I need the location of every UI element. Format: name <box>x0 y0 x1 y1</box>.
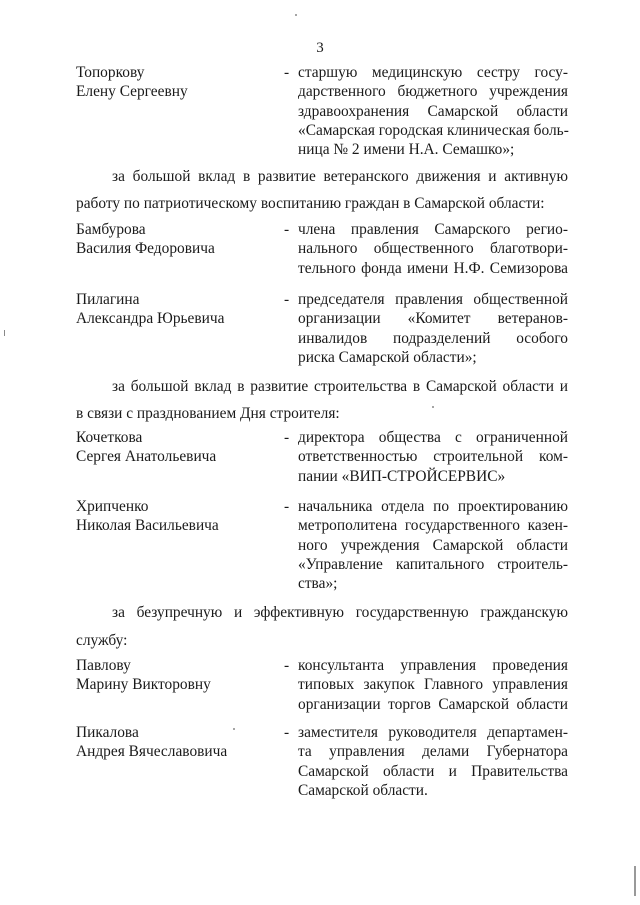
recipient-position <box>298 63 568 159</box>
entry-dash: - <box>284 64 290 81</box>
position-line: старшую медицинскую сестру госу- <box>298 64 568 81</box>
position-line: типовых закупок Главного управления <box>298 676 568 694</box>
position-line: здравоохранения Самарской области <box>298 102 568 120</box>
recipient-surname: Пилагина <box>76 291 140 308</box>
recipient-surname: Топоркову <box>76 64 145 81</box>
position-line: «Управление капитального строитель- <box>298 555 568 573</box>
paragraph-line: работу по патриотическому воспитанию граждан в Самарской области: <box>76 195 545 212</box>
recipient-given-names: Александра Юрьевича <box>76 310 225 328</box>
position-line: риска Самарской области»; <box>298 348 477 366</box>
position-line: Самарской области. <box>298 781 428 799</box>
position-line: инвалидов подразделений особого <box>298 329 568 347</box>
paragraph-line: за большой вклад в развитие строительства в Самарской области и <box>112 378 568 395</box>
entry-dash: - <box>284 657 290 674</box>
recipient-name <box>76 63 276 102</box>
paragraph-line: за большой вклад в развитие ветеранского движения и активную <box>112 168 568 185</box>
position-line: директора общества с ограниченной <box>298 429 568 446</box>
entry-dash: - <box>284 498 290 515</box>
position-line: члена правления Самарского регио- <box>298 221 568 238</box>
entry-dash: - <box>284 291 290 308</box>
scan-speck <box>432 406 434 408</box>
page-number: 3 <box>316 40 324 56</box>
paragraph-line: в связи с празднованием Дня строителя: <box>76 405 340 422</box>
position-line: председателя правления общественной <box>298 291 568 308</box>
recipient-position <box>298 290 568 367</box>
recipient-position <box>298 723 568 800</box>
entry-dash: - <box>284 429 290 446</box>
recipient-given-names: Марину Викторовну <box>76 676 211 694</box>
position-line: ответственностью строительной ком- <box>298 448 568 466</box>
recipient-given-names: Сергея Анатольевича <box>76 448 217 466</box>
recipient-surname: Хрипченко <box>76 498 149 515</box>
position-line: ства»; <box>298 575 338 593</box>
entry-dash: - <box>284 724 290 741</box>
recipient-surname: Пикалова <box>76 724 139 741</box>
recipient-position <box>298 220 568 278</box>
recipient-position <box>298 428 568 486</box>
recipient-position <box>298 497 568 593</box>
recipient-surname: Павлову <box>76 657 131 674</box>
position-line: Самарской области и Правительства <box>298 762 568 780</box>
recipient-surname: Кочеткова <box>76 429 143 446</box>
recipient-given-names: Елену Сергеевну <box>76 83 188 101</box>
position-line: метрополитена государственного казен- <box>298 517 568 535</box>
recipient-name <box>76 723 276 762</box>
recipient-position <box>298 656 568 714</box>
scan-speck <box>295 14 297 16</box>
position-line: пании «ВИП-СТРОЙСЕРВИС» <box>298 467 506 485</box>
recipient-name <box>76 497 276 536</box>
paragraph-line: службу: <box>76 632 128 649</box>
position-line: консультанта управления проведения <box>298 657 568 674</box>
recipient-name <box>76 220 276 259</box>
scan-speck <box>4 330 5 336</box>
position-line: та управления делами Губернатора <box>298 743 568 761</box>
recipient-given-names: Николая Васильевича <box>76 517 219 535</box>
recipient-name <box>76 290 276 329</box>
position-line: заместителя руководителя департамен- <box>298 724 568 741</box>
position-line: ного учреждения Самарской области <box>298 536 568 554</box>
recipient-surname: Бамбурова <box>76 221 146 238</box>
position-line: нального общественного благотвори- <box>298 240 568 258</box>
position-line: ница № 2 имени Н.А. Семашко»; <box>298 141 515 159</box>
scan-speck <box>634 866 636 896</box>
position-line: тельного фонда имени Н.Ф. Семизорова <box>298 259 568 277</box>
entry-dash: - <box>284 221 290 238</box>
position-line: дарственного бюджетного учреждения <box>298 83 568 101</box>
recipient-name <box>76 428 276 467</box>
position-line: «Самарская городская клиническая боль- <box>298 121 569 139</box>
position-line: начальника отдела по проектированию <box>298 498 568 515</box>
paragraph-line: за безупречную и эффективную государственную гражданскую <box>112 604 568 621</box>
recipient-given-names: Андрея Вячеславовича <box>76 743 228 761</box>
scan-speck <box>233 728 235 730</box>
position-line: организации «Комитет ветеранов- <box>298 310 568 328</box>
position-line: организации торгов Самарской области <box>298 695 568 713</box>
recipient-name <box>76 656 276 695</box>
recipient-given-names: Василия Федоровича <box>76 240 215 258</box>
